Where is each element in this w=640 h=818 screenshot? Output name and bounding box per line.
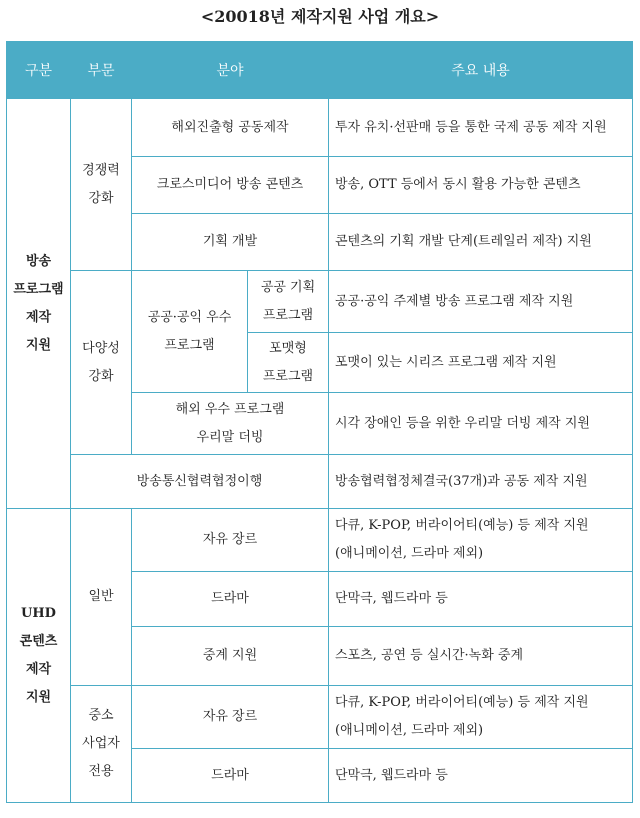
table-row xyxy=(7,509,633,572)
content-cell: 투자 유치·선판매 등을 통한 국제 공동 제작 지원 xyxy=(329,99,633,157)
section-label-text: 지원 xyxy=(25,337,52,353)
group-label xyxy=(71,686,132,803)
field-cell: 해외진출형 공동제작 xyxy=(132,99,329,157)
field-cell: 기획 개발 xyxy=(132,214,329,271)
section-label-text: UHD xyxy=(21,605,56,621)
subfield-text: 프로그램 xyxy=(262,368,314,384)
field-text: 공공·공익 우수 xyxy=(147,309,232,325)
group-label xyxy=(71,271,132,455)
field-cell: 자유 장르 xyxy=(132,686,329,749)
section-label-text: 제작 xyxy=(25,309,52,325)
group-label-text: 다양성 xyxy=(82,340,120,356)
content-cell: 공공·공익 주제별 방송 프로그램 제작 지원 xyxy=(329,271,633,333)
section-label-text: 제작 xyxy=(25,661,52,677)
header-gubun: 구분 xyxy=(7,42,71,99)
group-label-text: 경쟁력 xyxy=(82,162,120,178)
content-cell: 단막극, 웹드라마 등 xyxy=(329,749,633,803)
subfield-cell xyxy=(248,333,329,393)
subfield-text: 프로그램 xyxy=(262,307,314,323)
content-cell: 콘텐츠의 기획 개발 단계(트레일러 제작) 지원 xyxy=(329,214,633,271)
group-label-text: 중소 xyxy=(88,708,114,723)
content-cell: 방송협력협정체결국(37개)과 공동 제작 지원 xyxy=(329,455,633,509)
table-row xyxy=(7,99,633,157)
field-cell: 크로스미디어 방송 콘텐츠 xyxy=(132,157,329,214)
field-cell: 드라마 xyxy=(132,749,329,803)
project-summary-table xyxy=(6,41,633,803)
section-label-text: 지원 xyxy=(25,689,52,705)
table-title: <20018년 제작지원 사업 개요> xyxy=(200,7,440,26)
group-label xyxy=(71,99,132,271)
table-row xyxy=(7,271,633,333)
header-bumun: 부문 xyxy=(71,42,132,99)
section-label-text: 콘텐츠 xyxy=(19,633,58,649)
field-cell: 드라마 xyxy=(132,572,329,627)
field-cell: 중계 지원 xyxy=(132,627,329,686)
content-text: 다큐, K-POP, 버라이어티(예능) 등 제작 지원 xyxy=(335,695,589,710)
header-naeyong: 주요 내용 xyxy=(329,42,633,99)
header-bunya: 분야 xyxy=(132,42,329,99)
group-label-text: 사업자 xyxy=(82,736,120,751)
group-label-text: 강화 xyxy=(88,190,114,206)
section-label xyxy=(7,509,71,803)
content-cell xyxy=(329,686,633,749)
subfield-text: 포맷형 xyxy=(269,340,307,356)
field-text: 해외 우수 프로그램 xyxy=(175,401,285,417)
header-row xyxy=(7,42,633,99)
table-row xyxy=(7,455,633,509)
field-text: 프로그램 xyxy=(164,337,215,353)
section-label-text: 방송 xyxy=(25,253,52,269)
field-text: 우리말 더빙 xyxy=(196,429,264,445)
field-cell xyxy=(132,271,248,393)
content-cell xyxy=(329,509,633,572)
field-cell: 자유 장르 xyxy=(132,509,329,572)
field-cell: 방송통신협력협정이행 xyxy=(71,455,329,509)
subfield-cell xyxy=(248,271,329,333)
group-label-text: 전용 xyxy=(88,764,114,779)
content-cell: 스포츠, 공연 등 실시간·녹화 중계 xyxy=(329,627,633,686)
section-label xyxy=(7,99,71,509)
table-row xyxy=(7,686,633,749)
group-label: 일반 xyxy=(71,509,132,686)
content-cell: 포맷이 있는 시리즈 프로그램 제작 지원 xyxy=(329,333,633,393)
content-text: (애니메이션, 드라마 제외) xyxy=(335,546,484,561)
content-cell: 단막극, 웹드라마 등 xyxy=(329,572,633,627)
group-label-text: 강화 xyxy=(88,368,114,384)
content-text: (애니메이션, 드라마 제외) xyxy=(335,723,484,738)
content-cell: 방송, OTT 등에서 동시 활용 가능한 콘텐츠 xyxy=(329,157,633,214)
content-text: 다큐, K-POP, 버라이어티(예능) 등 제작 지원 xyxy=(335,518,589,533)
section-label-text: 프로그램 xyxy=(13,281,64,297)
content-cell: 시각 장애인 등을 위한 우리말 더빙 제작 지원 xyxy=(329,393,633,455)
subfield-text: 공공 기획 xyxy=(260,279,316,295)
field-cell xyxy=(132,393,329,455)
